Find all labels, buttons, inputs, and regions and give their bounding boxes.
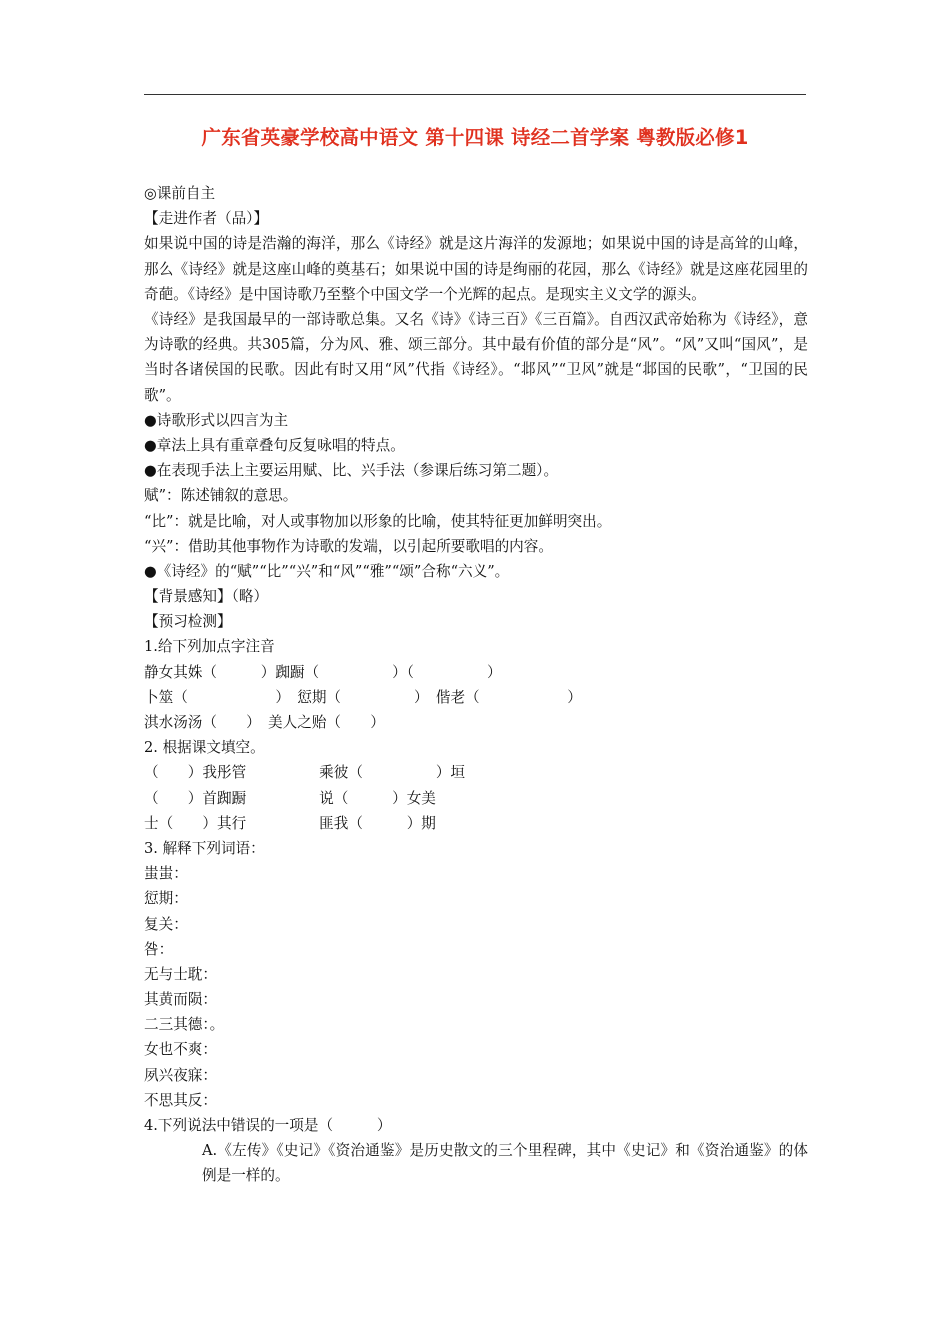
pre-class-heading: ◎课前自主 (144, 185, 216, 202)
document-body (144, 181, 808, 1189)
q3-item: 不思其反： (144, 1091, 217, 1109)
xing-definition: “兴”：借助其他事物作为诗歌的发端，以引起所要歌唱的内容。 (144, 537, 553, 555)
liuyi-bullet: ●《诗经》的“赋”“比”“兴”和“风”“雅”“颂”合称“六义”。 (144, 562, 510, 580)
preview-heading: 【预习检测】 (144, 613, 232, 631)
shijing-paragraph: 《诗经》是我国最早的一部诗歌总集。又名《诗》《诗三百》《三百篇》。自西汉武帝始称为《诗经》，意为诗歌的经典。共305篇，分为风、雅、颂三部分。其中最有价值的部分是“风”。“风”又叫“国风”，是当时各诸侯国的民歌。因此有时又用“风”代指《诗经》。“邶风”“卫风”就是“邶国的民歌”，“卫国的民歌”。 (144, 310, 808, 404)
q2-prompt: 2. 根据课文填空。 (144, 739, 265, 757)
bi-definition: “比”：就是比喻，对人或事物加以形象的比喻，使其特征更加鲜明突出。 (144, 512, 612, 530)
header-rule (144, 94, 806, 95)
q2-row-3: 士（ ）其行 匪我（ ）期 (144, 814, 436, 832)
q3-item: 蚩蚩： (144, 865, 188, 883)
q3-item: 复关： (144, 915, 188, 933)
bullet-structure: ●章法上具有重章叠句反复咏唱的特点。 (144, 436, 405, 454)
author-heading: 【走进作者（品）】 (144, 210, 269, 228)
bullet-form: ●诗歌形式以四言为主 (144, 411, 289, 429)
q3-item: 无与士耽： (144, 965, 217, 983)
q4-prompt: 4.下列说法中错误的一项是（ ） (144, 1117, 392, 1135)
q3-item: 愆期： (144, 890, 188, 908)
q4-option-a: A.《左传》《史记》《资治通鉴》是历史散文的三个里程碑，其中《史记》和《资治通鉴》的体例是一样的。 (202, 1142, 808, 1185)
q3-item: 夙兴夜寐： (144, 1066, 217, 1084)
q3-item: 女也不爽： (144, 1041, 217, 1059)
q3-item: 咎： (144, 940, 174, 958)
q1-prompt: 1.给下列加点字注音 (144, 638, 275, 656)
q1-row-2: 卜筮（ ） 愆期（ ） 偕老（ ） (144, 688, 582, 706)
q3-item: 二三其德：。 (144, 1016, 225, 1034)
q1-row-3: 淇水汤汤（ ） 美人之贻（ ） (144, 714, 385, 732)
q1-row-1: 静女其姝（ ）踟蹰（ ）（ ） (144, 663, 502, 681)
q2-row-2: （ ）首踟蹰 说（ ）女美 (144, 789, 436, 807)
intro-paragraph: 如果说中国的诗是浩瀚的海洋，那么《诗经》就是这片海洋的发源地；如果说中国的诗是高耸的山峰，那么《诗经》就是这座山峰的奠基石；如果说中国的诗是绚丽的花园，那么《诗经》就是这座花园里的奇葩。《诗经》是中国诗歌乃至整个中国文学一个光辉的起点。是现实主义文学的源头。 (144, 235, 808, 303)
background-heading: 【背景感知】（略） (144, 588, 269, 606)
fu-definition: 赋”：陈述铺叙的意思。 (144, 487, 298, 505)
q2-row-1: （ ）我彤管 乘彼（ ）垣 (144, 764, 466, 782)
bullet-technique: ●在表现手法上主要运用赋、比、兴手法（参课后练习第二题）。 (144, 462, 559, 480)
document-title: 广东省英豪学校高中语文 第十四课 诗经二首学案 粤教版必修1 (201, 126, 749, 149)
q3-item: 其黄而陨： (144, 991, 217, 1009)
q3-prompt: 3. 解释下列词语： (144, 839, 265, 857)
